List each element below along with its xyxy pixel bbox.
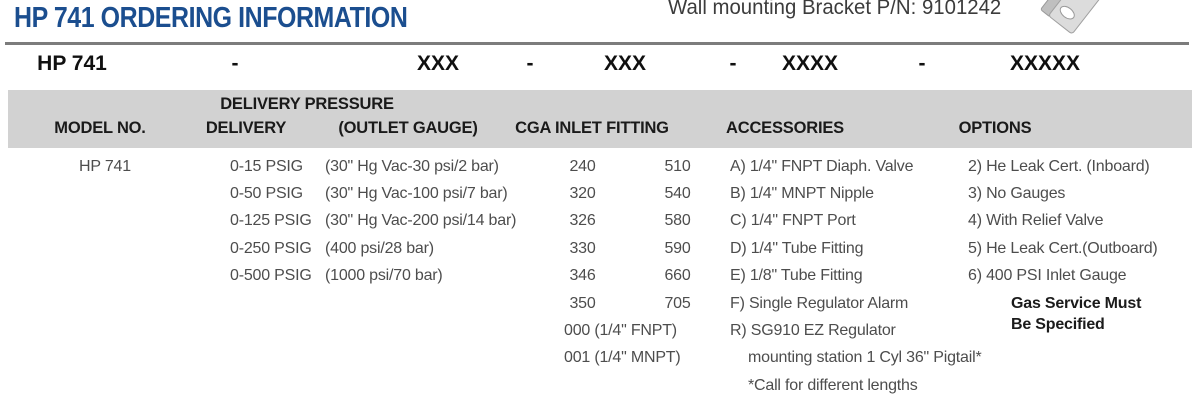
table-row: [230, 180, 312, 207]
table-row: [730, 372, 981, 399]
delivery-value: 0-125 PSIG: [230, 212, 312, 230]
table-row: [730, 263, 981, 290]
cga-value: 510: [664, 157, 691, 175]
cga-value: 660: [664, 267, 691, 285]
cga-value: 705: [664, 294, 691, 312]
table-row: [730, 208, 981, 235]
cga-value: 001 (1/4" MNPT): [564, 349, 681, 367]
gas-service-note: [1011, 293, 1158, 335]
table-row: [730, 235, 981, 262]
model-no-column: [0, 153, 210, 180]
column-header-accessories: ACCESSORIES: [726, 119, 844, 137]
table-row: [540, 208, 730, 235]
cga-value: 240: [569, 157, 596, 175]
table-row: [540, 317, 730, 344]
table-row: [968, 153, 1158, 180]
column-header-outlet-gauge: (OUTLET GAUGE): [338, 119, 478, 137]
accessory-value: R) SG910 EZ Regulator: [730, 322, 896, 340]
accessory-value: B) 1/4" MNPT Nipple: [730, 185, 874, 203]
table-row: [540, 235, 730, 262]
table-row: [540, 290, 730, 317]
code-model: HP 741: [37, 52, 107, 75]
code-dash: -: [526, 52, 534, 75]
table-row: [968, 263, 1158, 290]
code-segment: XXX: [416, 52, 460, 75]
outlet-gauge-value: (30" Hg Vac-30 psi/2 bar): [325, 157, 499, 175]
gas-service-note-line: Be Specified: [1011, 315, 1105, 333]
cga-value: 590: [664, 239, 691, 257]
table-row: [0, 153, 210, 180]
table-row: [325, 180, 516, 207]
wall-bracket-image: [1038, 0, 1112, 47]
model-no-value: HP 741: [79, 157, 131, 175]
accessory-value: E) 1/8" Tube Fitting: [730, 267, 863, 285]
code-segment: XXXXX: [1009, 52, 1081, 75]
accessory-value: D) 1/4" Tube Fitting: [730, 239, 864, 257]
column-header-cga-inlet-fitting: CGA INLET FITTING: [515, 119, 669, 137]
table-row: [540, 153, 730, 180]
cga-value: 326: [569, 212, 596, 230]
cga-value: 580: [664, 212, 691, 230]
outlet-gauge-value: (30" Hg Vac-100 psi/7 bar): [325, 185, 508, 203]
option-value: 3) No Gauges: [968, 185, 1066, 203]
accessories-column: [730, 153, 981, 400]
accessory-value: C) 1/4" FNPT Port: [730, 212, 856, 230]
table-row: [968, 235, 1158, 262]
table-row: [730, 345, 981, 372]
table-row: [540, 263, 730, 290]
accessory-value: mounting station 1 Cyl 36" Pigtail*: [748, 349, 982, 367]
cga-value: 540: [664, 185, 691, 203]
accessory-value: A) 1/4" FNPT Diaph. Valve: [730, 157, 914, 175]
cga-inlet-fitting-column: [540, 153, 730, 372]
delivery-value: 0-50 PSIG: [230, 185, 303, 203]
options-column: [968, 153, 1158, 335]
table-row: [325, 235, 516, 262]
cga-value: 000 (1/4" FNPT): [564, 322, 677, 340]
page-title: HP 741 ORDERING INFORMATION: [14, 2, 408, 34]
table-row: [325, 208, 516, 235]
option-value: 2) He Leak Cert. (Inboard): [968, 157, 1150, 175]
code-dash: -: [729, 52, 737, 75]
table-row: [968, 208, 1158, 235]
accessory-footnote: *Call for different lengths: [748, 376, 918, 394]
table-row: [968, 180, 1158, 207]
gas-service-note-line: Gas Service Must: [1011, 294, 1142, 312]
header-divider-line: [5, 42, 1189, 45]
code-dash: -: [231, 52, 239, 75]
code-dash: -: [918, 52, 926, 75]
column-header-options: OPTIONS: [958, 119, 1032, 137]
table-row: [730, 153, 981, 180]
delivery-value: 0-500 PSIG: [230, 267, 312, 285]
column-header-model-no: MODEL NO.: [54, 119, 146, 137]
delivery-column: [230, 153, 312, 290]
table-row: [730, 290, 981, 317]
table-row: [730, 180, 981, 207]
option-value: 6) 400 PSI Inlet Gauge: [968, 267, 1127, 285]
table-row: [730, 317, 981, 344]
outlet-gauge-value: (400 psi/28 bar): [325, 239, 434, 257]
table-row: [540, 180, 730, 207]
outlet-gauge-column: [325, 153, 516, 290]
table-row: [540, 345, 730, 372]
column-header-delivery-pressure-group: DELIVERY PRESSURE: [220, 95, 394, 113]
cga-value: 330: [569, 239, 596, 257]
option-value: 4) With Relief Valve: [968, 212, 1104, 230]
table-row: [230, 208, 312, 235]
cga-value: 320: [569, 185, 596, 203]
column-header-delivery: DELIVERY: [205, 119, 287, 137]
table-row: [230, 235, 312, 262]
outlet-gauge-value: (30" Hg Vac-200 psi/14 bar): [325, 212, 517, 230]
code-segment: XXX: [603, 52, 647, 75]
table-row: [230, 263, 312, 290]
wall-bracket-note: Wall mounting Bracket P/N: 9101242: [668, 0, 1002, 19]
delivery-value: 0-15 PSIG: [230, 157, 303, 175]
table-row: [230, 153, 312, 180]
delivery-value: 0-250 PSIG: [230, 239, 312, 257]
accessory-value: F) Single Regulator Alarm: [730, 294, 909, 312]
table-row: [325, 153, 516, 180]
cga-value: 346: [569, 267, 596, 285]
outlet-gauge-value: (1000 psi/70 bar): [325, 267, 443, 285]
option-value: 5) He Leak Cert.(Outboard): [968, 239, 1158, 257]
table-row: [325, 263, 516, 290]
cga-value: 350: [569, 294, 596, 312]
code-segment: XXXX: [781, 52, 839, 75]
